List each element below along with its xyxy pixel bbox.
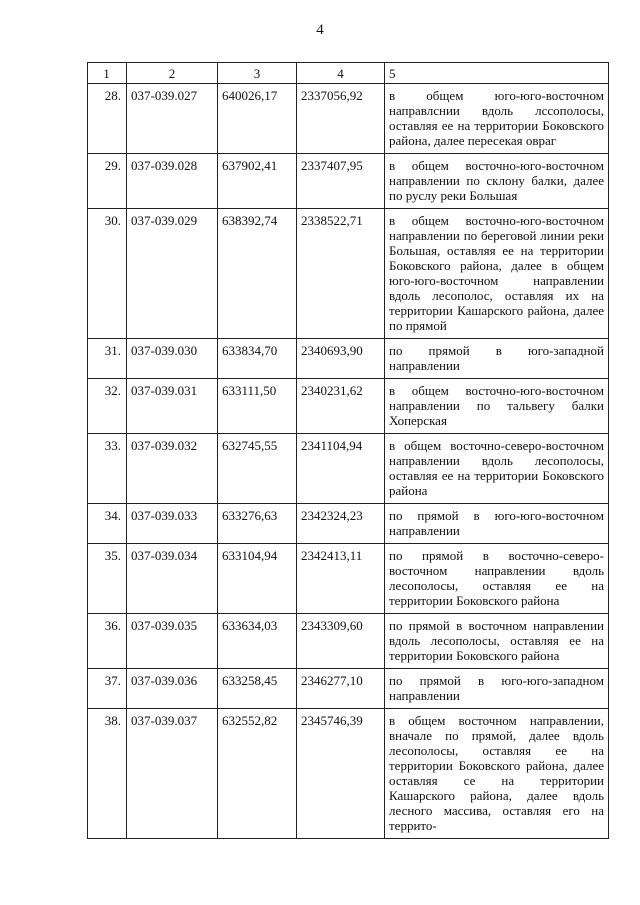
y-coordinate-cell: 2345746,39 xyxy=(297,709,385,839)
y-coordinate-cell: 2340231,62 xyxy=(297,379,385,434)
row-number-cell: 33. xyxy=(88,434,127,504)
x-coordinate-cell: 633276,63 xyxy=(218,504,297,544)
row-number-cell: 31. xyxy=(88,339,127,379)
boundary-points-table xyxy=(87,62,609,839)
header-cell: 2 xyxy=(127,63,218,84)
x-coordinate-cell: 633258,45 xyxy=(218,669,297,709)
y-coordinate-cell: 2338522,71 xyxy=(297,209,385,339)
y-coordinate-cell: 2340693,90 xyxy=(297,339,385,379)
description-cell: в общем юго-юго-восточном направлснии вдоль лссополосы, оставляя ее на территории Боковского района, далее пересекая овраг xyxy=(385,84,609,154)
point-code-cell: 037-039.036 xyxy=(127,669,218,709)
point-code-cell: 037-039.031 xyxy=(127,379,218,434)
description-cell: по прямой в юго-юго-восточном направлении xyxy=(385,504,609,544)
row-number-cell: 29. xyxy=(88,154,127,209)
table-row xyxy=(88,614,609,669)
description-cell: в общем восточно-юго-восточном направлении по тальвегу балки Хоперская xyxy=(385,379,609,434)
table-row xyxy=(88,709,609,839)
row-number-cell: 30. xyxy=(88,209,127,339)
y-coordinate-cell: 2341104,94 xyxy=(297,434,385,504)
table-row xyxy=(88,209,609,339)
x-coordinate-cell: 632745,55 xyxy=(218,434,297,504)
description-cell: в общем восточно-юго-восточном направлении по склону балки, далее по руслу реки Большая xyxy=(385,154,609,209)
row-number-cell: 32. xyxy=(88,379,127,434)
x-coordinate-cell: 638392,74 xyxy=(218,209,297,339)
table-row xyxy=(88,434,609,504)
table-header-row xyxy=(88,63,609,84)
table-row xyxy=(88,669,609,709)
row-number-cell: 37. xyxy=(88,669,127,709)
table-row xyxy=(88,379,609,434)
header-cell: 4 xyxy=(297,63,385,84)
description-cell: в общем восточном направлении, вначале по прямой, далее вдоль лесополосы, оставляя ее на территории Боковского района, далее оставляя се на территории Кашарского района, далее вдоль лесного массива, оставляя его на террито- xyxy=(385,709,609,839)
y-coordinate-cell: 2342324,23 xyxy=(297,504,385,544)
x-coordinate-cell: 640026,17 xyxy=(218,84,297,154)
row-number-cell: 34. xyxy=(88,504,127,544)
y-coordinate-cell: 2343309,60 xyxy=(297,614,385,669)
header-cell: 3 xyxy=(218,63,297,84)
x-coordinate-cell: 637902,41 xyxy=(218,154,297,209)
y-coordinate-cell: 2346277,10 xyxy=(297,669,385,709)
table-row xyxy=(88,544,609,614)
point-code-cell: 037-039.029 xyxy=(127,209,218,339)
table-row xyxy=(88,84,609,154)
description-cell: по прямой в восточном направлении вдоль лесополосы, оставляя ее на территории Боковского района xyxy=(385,614,609,669)
row-number-cell: 28. xyxy=(88,84,127,154)
header-cell: 5 xyxy=(385,63,609,84)
x-coordinate-cell: 633111,50 xyxy=(218,379,297,434)
table-row xyxy=(88,504,609,544)
row-number-cell: 35. xyxy=(88,544,127,614)
description-cell: в общем восточно-юго-восточном направлении по береговой линии реки Большая, оставляя ее на территории Боковского района, далее в общем юго-юго-восточном направлении вдоль лесополос, оставляя их на территории Кашарского района, далее по прямой xyxy=(385,209,609,339)
y-coordinate-cell: 2342413,11 xyxy=(297,544,385,614)
point-code-cell: 037-039.037 xyxy=(127,709,218,839)
point-code-cell: 037-039.035 xyxy=(127,614,218,669)
point-code-cell: 037-039.028 xyxy=(127,154,218,209)
point-code-cell: 037-039.030 xyxy=(127,339,218,379)
table-body xyxy=(88,84,609,839)
y-coordinate-cell: 2337056,92 xyxy=(297,84,385,154)
x-coordinate-cell: 633834,70 xyxy=(218,339,297,379)
row-number-cell: 38. xyxy=(88,709,127,839)
x-coordinate-cell: 632552,82 xyxy=(218,709,297,839)
point-code-cell: 037-039.033 xyxy=(127,504,218,544)
description-cell: в общем восточно-северо-восточном направлении вдоль лесополосы, оставляя ее на территории Боковского района xyxy=(385,434,609,504)
row-number-cell: 36. xyxy=(88,614,127,669)
description-cell: по прямой в юго-юго-западном направлении xyxy=(385,669,609,709)
table-row xyxy=(88,339,609,379)
table-row xyxy=(88,154,609,209)
description-cell: по прямой в юго-западной направлении xyxy=(385,339,609,379)
point-code-cell: 037-039.027 xyxy=(127,84,218,154)
header-cell: 1 xyxy=(88,63,127,84)
y-coordinate-cell: 2337407,95 xyxy=(297,154,385,209)
point-code-cell: 037-039.034 xyxy=(127,544,218,614)
description-cell: по прямой в восточно-северо-восточном направлении вдоль лесополосы, оставляя ее на территории Боковского района xyxy=(385,544,609,614)
x-coordinate-cell: 633104,94 xyxy=(218,544,297,614)
x-coordinate-cell: 633634,03 xyxy=(218,614,297,669)
page-number: 4 xyxy=(316,22,324,38)
point-code-cell: 037-039.032 xyxy=(127,434,218,504)
